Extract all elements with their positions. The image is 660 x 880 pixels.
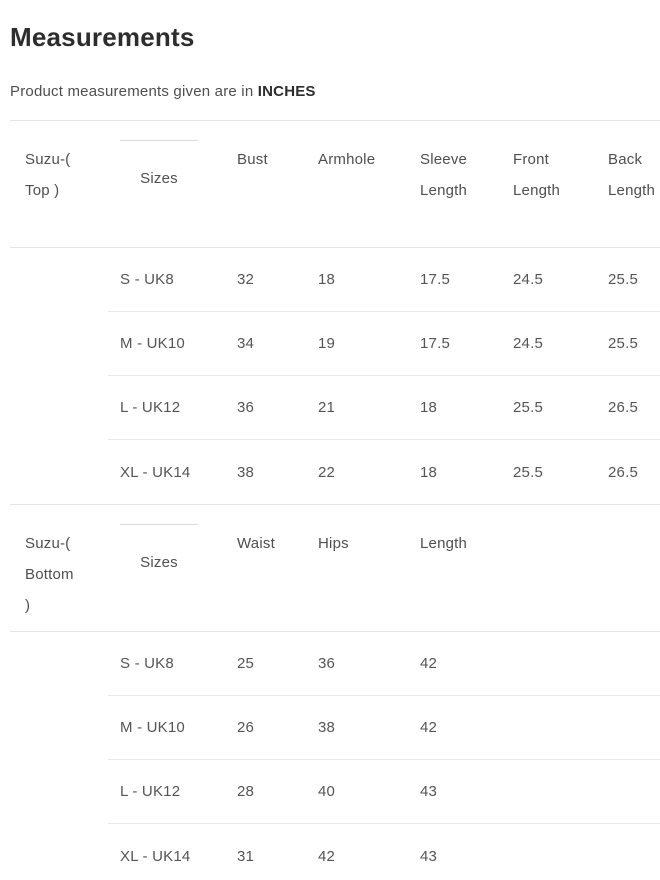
measurement-value: 18 [420, 463, 438, 481]
column-header-hips: Hips [318, 535, 349, 552]
measurement-value: 34 [225, 312, 306, 376]
measurement-value: 24.5 [501, 312, 596, 376]
column-header-back-length: Back Length [608, 151, 656, 199]
empty-cell [10, 440, 108, 504]
size-label: M - UK10 [108, 312, 225, 376]
empty-cell [501, 760, 596, 824]
table-row-bottom-m [10, 696, 660, 760]
product-name-top: Suzu-( Top ) [25, 151, 71, 199]
measurement-value: 17.5 [408, 312, 501, 376]
column-header-length: Length [420, 535, 468, 552]
measurement-value: 26.5 [608, 463, 638, 481]
size-chart-table [10, 120, 660, 880]
size-label: L - UK12 [108, 376, 225, 440]
table-header-row-top [10, 120, 660, 248]
empty-cell [501, 824, 596, 880]
column-header-sizes: Sizes [108, 505, 225, 631]
measurement-value: 25.5 [596, 312, 660, 376]
empty-cell [596, 632, 660, 696]
size-label: S - UK8 [108, 632, 225, 696]
empty-cell [10, 248, 108, 312]
size-label: L - UK12 [108, 760, 225, 824]
column-header-sizes: Sizes [108, 121, 225, 247]
empty-cell [10, 376, 108, 440]
measurement-value: 18 [408, 376, 501, 440]
empty-cell [10, 760, 108, 824]
measurement-value: 18 [306, 248, 408, 312]
column-header-front-length: Front Length [513, 151, 561, 199]
empty-cell [596, 760, 660, 824]
size-label: XL - UK14 [120, 463, 191, 481]
table-row-top-l [10, 376, 660, 440]
units-value: INCHES [257, 83, 316, 100]
measurement-value: 42 [408, 632, 501, 696]
size-label: XL - UK14 [120, 847, 191, 865]
measurement-value: 19 [306, 312, 408, 376]
units-note-text: Product measurements given are in [10, 83, 258, 100]
table-row-bottom-xl [10, 824, 660, 880]
column-header-sleeve-length: Sleeve Length [420, 151, 468, 199]
empty-cell [596, 696, 660, 760]
empty-cell [501, 632, 596, 696]
measurement-value: 25.5 [596, 248, 660, 312]
measurement-value: 36 [225, 376, 306, 440]
measurement-value: 25.5 [501, 376, 596, 440]
measurement-value: 28 [225, 760, 306, 824]
column-header-armhole: Armhole [318, 151, 376, 168]
measurement-value: 36 [306, 632, 408, 696]
empty-cell [596, 824, 660, 880]
measurement-value: 42 [408, 696, 501, 760]
table-header-row-bottom [10, 504, 660, 632]
empty-cell [10, 696, 108, 760]
measurement-value: 17.5 [408, 248, 501, 312]
empty-cell [501, 696, 596, 760]
measurement-value: 21 [306, 376, 408, 440]
measurement-value: 43 [408, 760, 501, 824]
empty-header-cell [596, 505, 660, 631]
size-label: M - UK10 [108, 696, 225, 760]
empty-header-cell [501, 505, 596, 631]
measurement-value: 40 [306, 760, 408, 824]
measurement-value: 25.5 [513, 463, 543, 481]
measurement-value: 38 [306, 696, 408, 760]
measurement-value: 22 [318, 463, 336, 481]
empty-cell [10, 312, 108, 376]
measurement-value: 26.5 [596, 376, 660, 440]
column-header-waist: Waist [237, 535, 275, 552]
size-label: S - UK8 [108, 248, 225, 312]
measurement-value: 31 [237, 847, 255, 865]
empty-cell [10, 824, 108, 880]
units-note [10, 83, 660, 101]
table-row-top-s [10, 248, 660, 312]
measurement-value: 38 [237, 463, 255, 481]
measurement-value: 26 [225, 696, 306, 760]
measurement-value: 43 [420, 847, 438, 865]
measurement-value: 42 [318, 847, 336, 865]
column-header-bust: Bust [237, 151, 268, 168]
size-chart-scroll-area[interactable] [10, 120, 660, 880]
measurement-value: 24.5 [501, 248, 596, 312]
product-name-bottom: Suzu-( Bottom ) [25, 535, 74, 614]
measurement-value: 32 [225, 248, 306, 312]
empty-cell [10, 632, 108, 696]
table-row-top-xl [10, 440, 660, 504]
table-row-top-m [10, 312, 660, 376]
measurement-value: 25 [225, 632, 306, 696]
table-row-bottom-l [10, 760, 660, 824]
table-row-bottom-s [10, 632, 660, 696]
page-title: Measurements [10, 22, 195, 52]
